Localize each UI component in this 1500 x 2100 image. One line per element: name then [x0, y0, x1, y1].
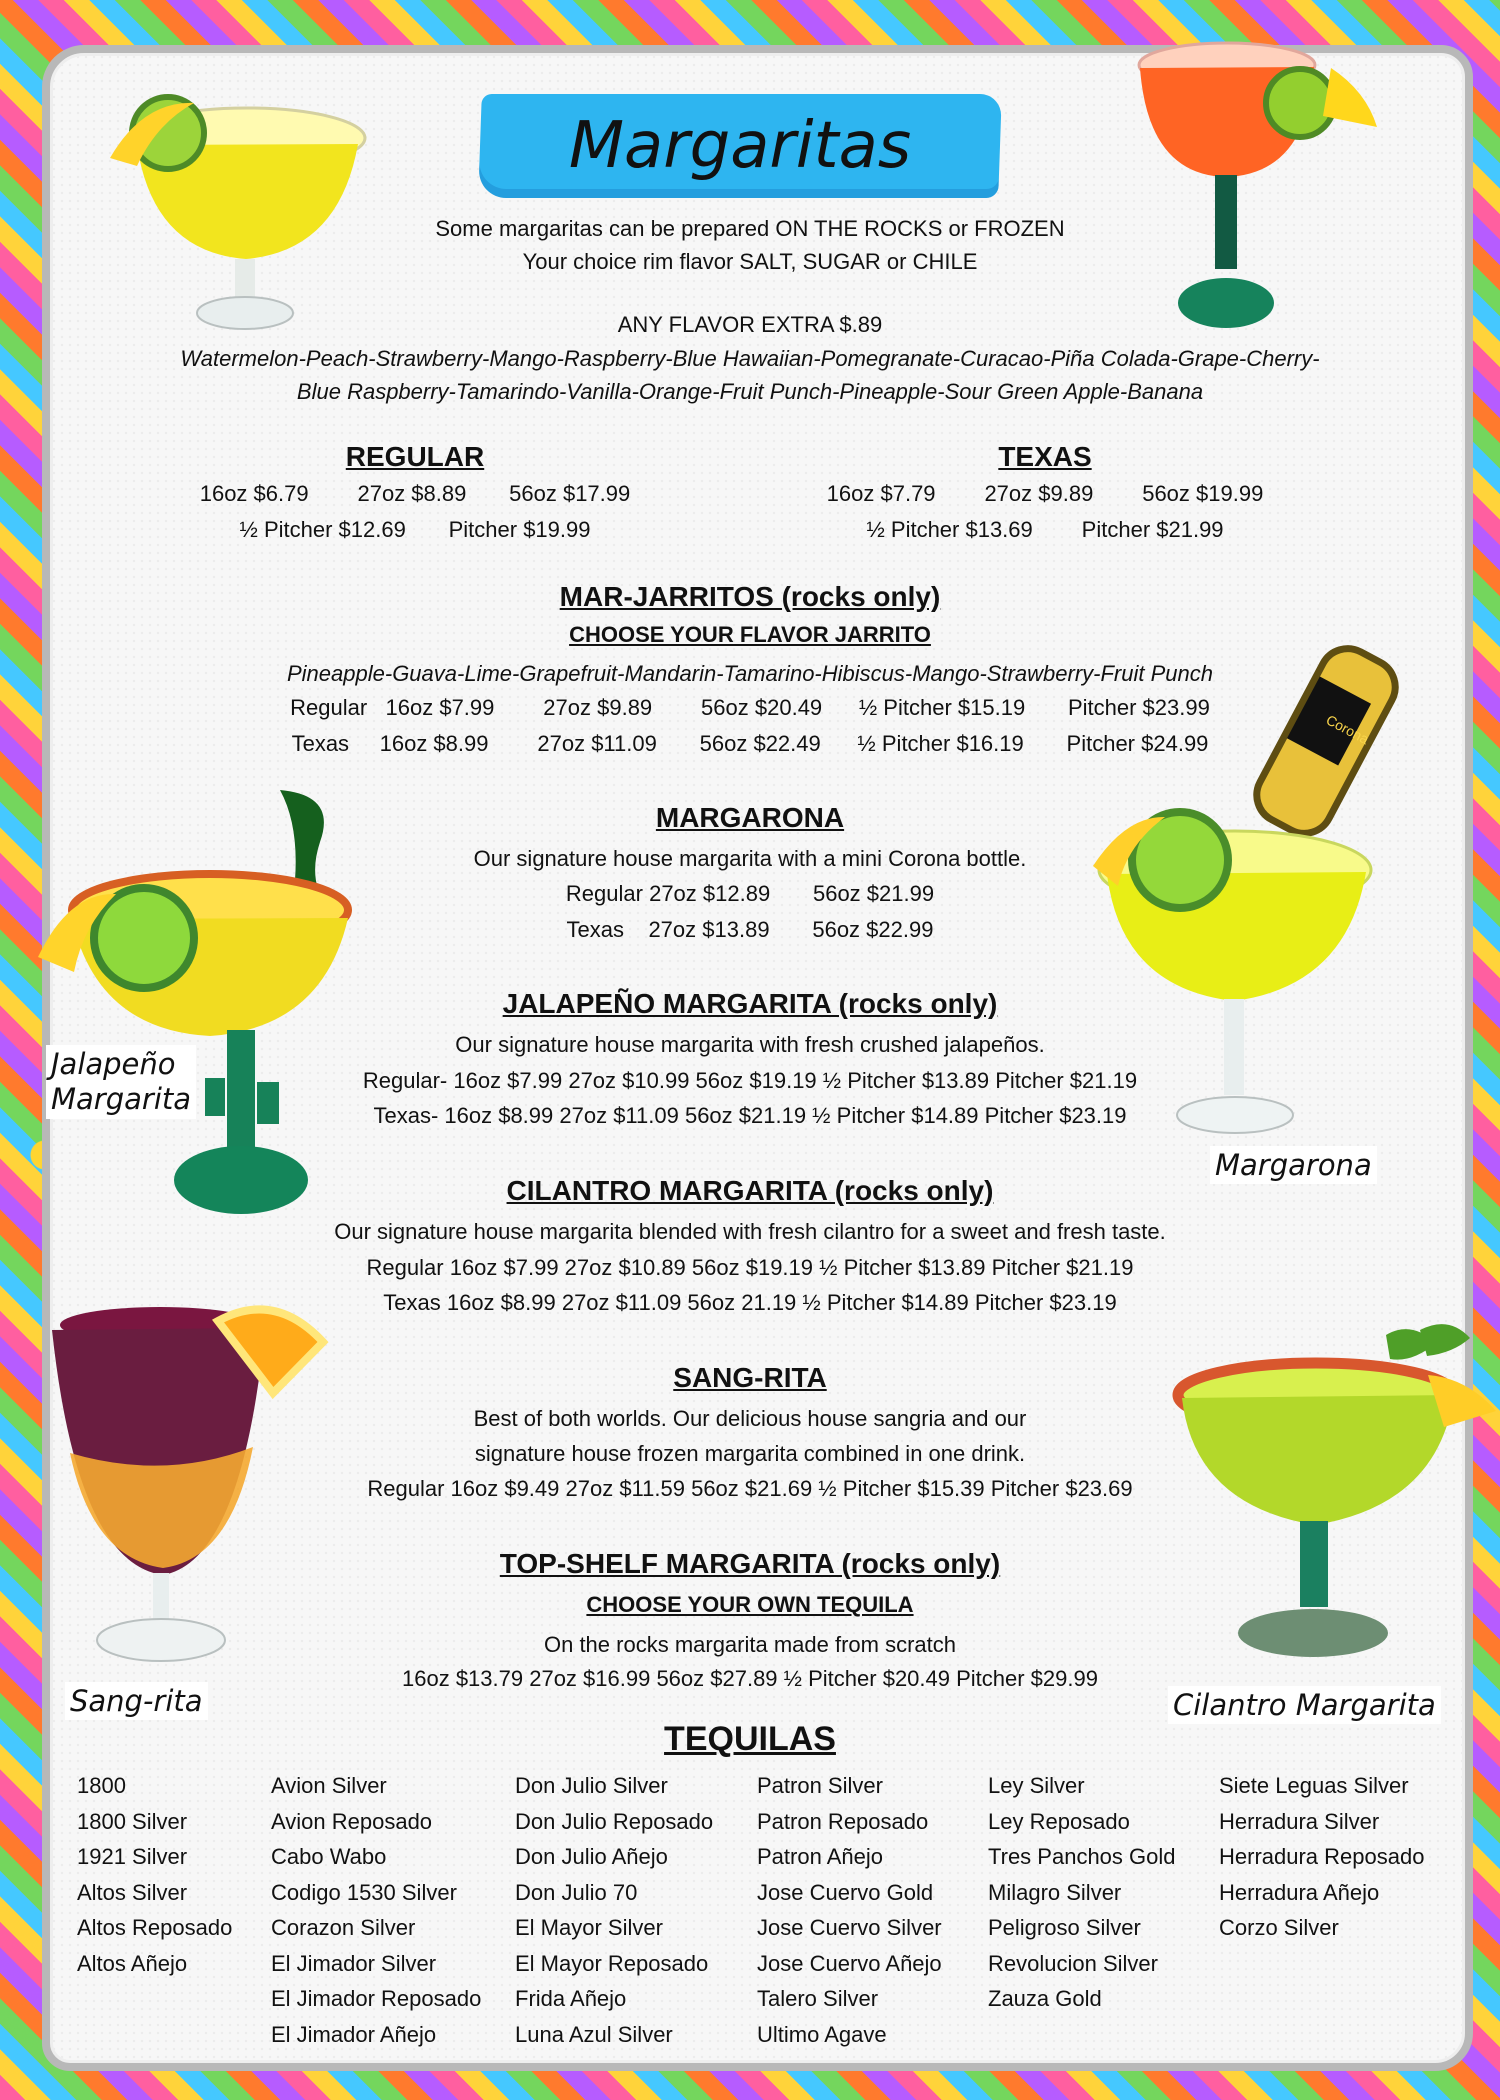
regular-title: REGULAR	[345, 441, 485, 472]
tequila-item: Ultimo Agave	[757, 2021, 887, 2047]
tequila-item: Herradura Silver	[1219, 1808, 1380, 1834]
cilantro-caption: Cilantro Margarita	[1168, 1686, 1441, 1724]
sangrita-title: SANG-RITA	[673, 1362, 827, 1393]
jalapeno-caption	[46, 1045, 196, 1119]
tequila-item: Peligroso Silver	[988, 1915, 1141, 1940]
tequila-item: Patron Añejo	[757, 1844, 883, 1869]
tequila-item: Milagro Silver	[988, 1879, 1122, 1905]
page-title: Margaritas	[568, 109, 912, 183]
tequila-item: Jose Cuervo Gold	[757, 1879, 934, 1905]
regular-prices-line-2: ½ Pitcher $12.69 Pitcher $19.99	[239, 517, 591, 542]
tequila-item: El Jimador Reposado	[271, 1986, 482, 2011]
tequila-column-2	[271, 1768, 501, 2052]
tequila-item: Cabo Wabo	[271, 1844, 387, 1869]
tequila-column-5	[988, 1768, 1218, 2017]
margarona-description: Our signature house margarita with a mini Corona bottle.	[473, 846, 1027, 871]
tequila-column-4	[757, 1768, 987, 2052]
tequila-item: El Mayor Silver	[515, 1915, 663, 1940]
intro-line-2: Your choice rim flavor SALT, SUGAR or CHILE	[522, 249, 978, 274]
mar-jarritos-title: MAR-JARRITOS (rocks only)	[559, 581, 941, 612]
tequila-item: Don Julio Silver	[515, 1773, 668, 1798]
tequila-item: Siete Leguas Silver	[1219, 1773, 1409, 1798]
tequila-item: El Jimador Silver	[271, 1950, 437, 1976]
tequila-item: Revolucion Silver	[988, 1950, 1158, 1976]
tequila-item: Herradura Reposado	[1219, 1844, 1425, 1869]
mar-jarritos-subtitle: CHOOSE YOUR FLAVOR JARRITO	[569, 622, 931, 647]
cilantro-title: CILANTRO MARGARITA (rocks only)	[506, 1175, 994, 1206]
mar-jarritos-regular-prices: Regular 16oz $7.99 27oz $9.89 56oz $20.49 ½ Pitcher $15.19 Pitcher $23.99	[290, 695, 1210, 720]
tequila-list	[77, 1768, 1457, 2063]
tequila-item: Codigo 1530 Silver	[271, 1879, 457, 1905]
tequila-item: 1921 Silver	[77, 1844, 188, 1869]
regular-section	[115, 438, 715, 548]
margarona-texas-prices: Texas 27oz $13.89 56oz $22.99	[566, 917, 934, 942]
texas-section	[745, 438, 1345, 548]
tequila-item: Zauza Gold	[988, 1986, 1102, 2011]
tequila-item: Herradura Añejo	[1219, 1879, 1380, 1905]
jalapeno-regular-prices: Regular- 16oz $7.99 27oz $10.99 56oz $19.19 ½ Pitcher $13.89 Pitcher $21.19	[362, 1068, 1138, 1093]
jarrito-flavors: Pineapple-Guava-Lime-Grapefruit-Mandarin-Tamarino-Hibiscus-Mango-Strawberry-Fruit Punch	[287, 661, 1213, 686]
top-shelf-description: On the rocks margarita made from scratch	[543, 1632, 957, 1657]
texas-prices-line-1: 16oz $7.79 27oz $9.89 56oz $19.99	[826, 481, 1264, 506]
margarona-title: MARGARONA	[655, 802, 845, 833]
tequila-item: Avion Reposado	[271, 1808, 433, 1834]
tequila-item: Patron Reposado	[757, 1808, 929, 1834]
tequila-item: Patron Silver	[757, 1773, 883, 1798]
margarona-caption: Margarona	[1210, 1146, 1377, 1184]
regular-prices-line-1: 16oz $6.79 27oz $8.89 56oz $17.99	[199, 481, 631, 506]
tequila-item: Altos Añejo	[77, 1950, 188, 1976]
top-shelf-title: TOP-SHELF MARGARITA (rocks only)	[499, 1548, 1001, 1579]
tequila-item: Don Julio Añejo	[515, 1844, 668, 1869]
tequila-item: Altos Silver	[77, 1879, 188, 1905]
cilantro-texas-prices: Texas 16oz $8.99 27oz $11.09 56oz 21.19 ½ Pitcher $14.89 Pitcher $23.19	[383, 1290, 1117, 1315]
tequila-item: Luna Azul Silver	[515, 2021, 673, 2047]
margarona-regular-prices: Regular 27oz $12.89 56oz $21.99	[565, 881, 935, 906]
cilantro-margarita-image	[1168, 1315, 1498, 1665]
corona-label-icon: Corona	[1323, 711, 1372, 748]
mar-jarritos-texas-prices: Texas 16oz $8.99 27oz $11.09 56oz $22.49 ½ Pitcher $16.19 Pitcher $24.99	[291, 731, 1209, 756]
tequila-item: Avion Silver	[271, 1773, 387, 1798]
jalapeno-margarita-image	[20, 760, 390, 1240]
tequila-item: Corzo Silver	[1219, 1915, 1339, 1940]
intro-line-1: Some margaritas can be prepared ON THE ROCKS or FROZEN	[435, 216, 1065, 241]
tequila-item: El Jimador Añejo	[271, 2021, 437, 2047]
tequila-item: Frida Añejo	[515, 1986, 627, 2011]
tequila-item: Talero Silver	[757, 1986, 879, 2011]
tequila-column-3	[515, 1768, 745, 2052]
jalapeno-caption-line-2: Margarita	[51, 1082, 192, 1116]
sangrita-caption: Sang-rita	[65, 1682, 208, 1720]
jalapeno-caption-line-1: Jalapeño	[51, 1047, 176, 1081]
tequila-item: Don Julio Reposado	[515, 1808, 714, 1834]
tequila-item: El Mayor Reposado	[515, 1950, 709, 1976]
tequila-item: 1800	[77, 1773, 126, 1798]
tequila-item: 1800 Silver	[77, 1808, 188, 1834]
jalapeno-description: Our signature house margarita with fresh crushed jalapeños.	[455, 1032, 1045, 1057]
flavor-extra-price: ANY FLAVOR EXTRA $.89	[617, 312, 883, 337]
tequila-item: Ley Silver	[988, 1773, 1085, 1798]
sangrita-description-line-2: signature house frozen margarita combined in one drink.	[474, 1441, 1026, 1466]
tequila-item: Tres Panchos Gold	[988, 1844, 1176, 1869]
top-shelf-subtitle: CHOOSE YOUR OWN TEQUILA	[586, 1592, 914, 1617]
cilantro-regular-prices: Regular 16oz $7.99 27oz $10.89 56oz $19.19 ½ Pitcher $13.89 Pitcher $21.19	[366, 1255, 1134, 1280]
texas-prices-line-2: ½ Pitcher $13.69 Pitcher $21.99	[866, 517, 1224, 542]
cilantro-description: Our signature house margarita blended with fresh cilantro for a sweet and fresh taste.	[334, 1219, 1166, 1244]
flavor-list-line-1: Watermelon-Peach-Strawberry-Mango-Raspberry-Blue Hawaiian-Pomegranate-Curacao-Piña Colada-Grape-Cherry-	[180, 346, 1320, 371]
tequila-column-6	[1219, 1768, 1449, 1946]
tequila-item: Don Julio 70	[515, 1879, 638, 1905]
tequila-item: Corazon Silver	[271, 1915, 416, 1940]
tequila-item: Ley Reposado	[988, 1808, 1130, 1834]
margarona-image	[1085, 630, 1415, 1150]
frozen-lime-margarita-image	[95, 55, 385, 340]
top-shelf-prices: 16oz $13.79 27oz $16.99 56oz $27.89 ½ Pitcher $20.49 Pitcher $29.99	[402, 1666, 1098, 1691]
sangrita-image	[35, 1305, 345, 1680]
flavor-list-line-2: Blue Raspberry-Tamarindo-Vanilla-Orange-Fruit Punch-Pineapple-Sour Green Apple-Banana	[296, 379, 1204, 404]
tequila-item: Jose Cuervo Añejo	[757, 1950, 942, 1976]
tequilas-title: TEQUILAS	[664, 1720, 836, 1758]
frozen-orange-margarita-image	[1115, 25, 1385, 345]
tequila-item: Jose Cuervo Silver	[757, 1915, 942, 1940]
sangrita-regular-prices: Regular 16oz $9.49 27oz $11.59 56oz $21.69 ½ Pitcher $15.39 Pitcher $23.69	[367, 1476, 1133, 1501]
jalapeno-title: JALAPEÑO MARGARITA (rocks only)	[502, 988, 998, 1019]
jalapeno-texas-prices: Texas- 16oz $8.99 27oz $11.09 56oz $21.19 ½ Pitcher $14.89 Pitcher $23.19	[373, 1103, 1127, 1128]
sangrita-description-line-1: Best of both worlds. Our delicious house sangria and our	[473, 1406, 1027, 1431]
texas-title: TEXAS	[998, 441, 1092, 472]
tequila-item: Altos Reposado	[77, 1915, 233, 1940]
